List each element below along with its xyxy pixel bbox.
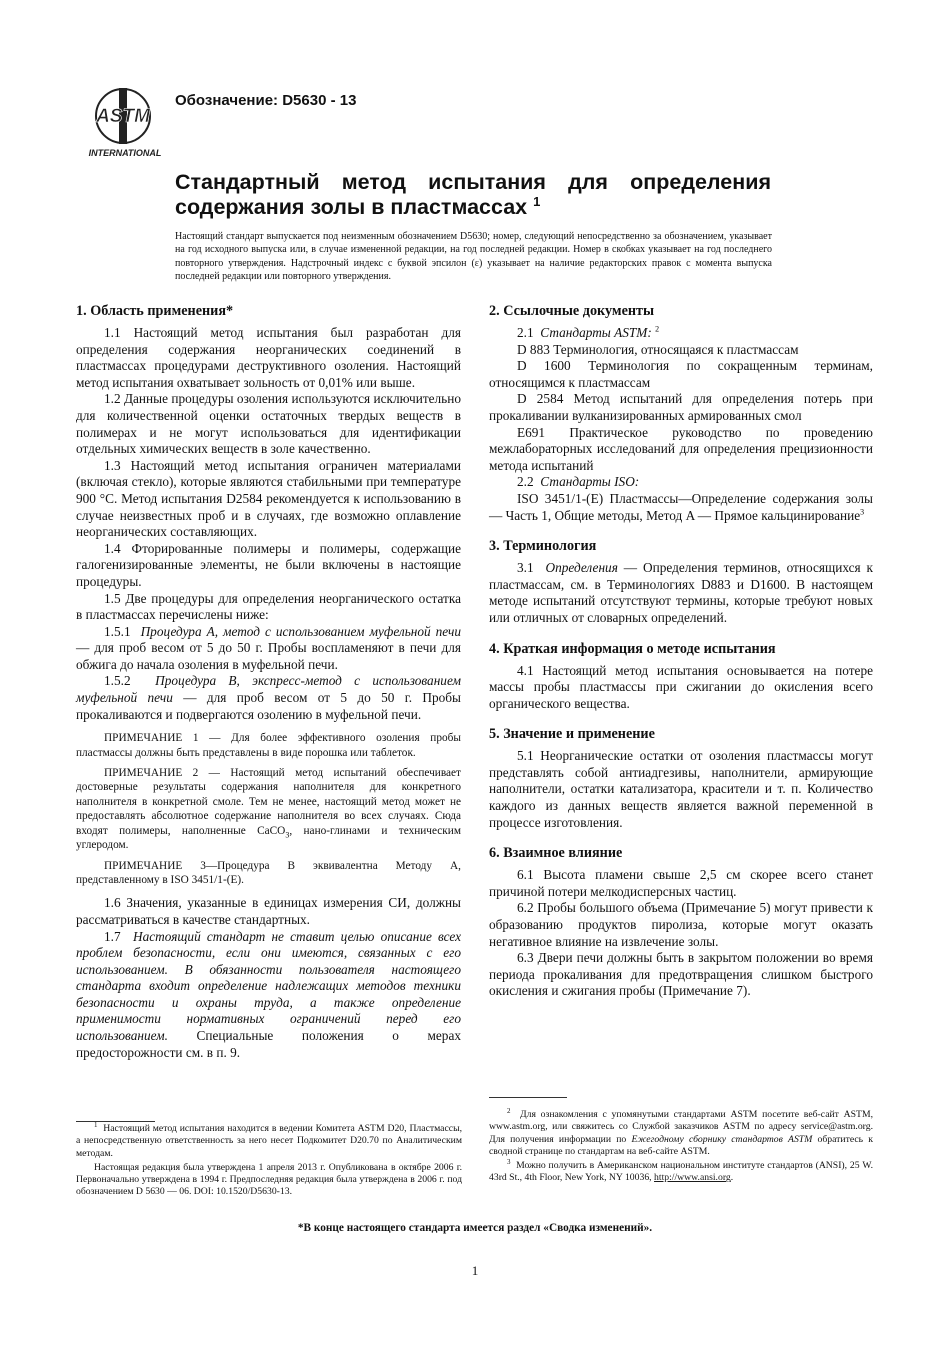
footnote-2-sup: 2 bbox=[507, 1106, 511, 1115]
designation: Обозначение: D5630 - 13 bbox=[175, 92, 357, 109]
para-2-2-em: Стандарты ISO: bbox=[540, 474, 640, 490]
footnote-1a bbox=[76, 1120, 462, 1160]
para-1-7-rest: Специальные положения о мерах предосторожности см. в п. 9. bbox=[76, 1028, 461, 1060]
para-1-5-2-rest: — для проб весом от 5 до 50 г. Пробы прокаливаются и подвергаются озолению в муфельной печи. bbox=[76, 690, 461, 722]
para-1-5-1-num: 1.5.1 bbox=[104, 623, 131, 639]
para-1-5-2 bbox=[76, 673, 461, 723]
para-1-1: 1.1 Настоящий метод испытания был разработан для определения содержания неорганических соединений в пластмассах процедурами деструктивного озоления. Настоящий метод испытания охватывает зольность от 0,01% или выше. bbox=[76, 325, 461, 390]
title-footnote-ref: 1 bbox=[533, 193, 541, 209]
note-2-sub: 3 bbox=[285, 829, 290, 839]
section-3-heading: 3. Терминология bbox=[489, 538, 597, 555]
footnote-2-a: Для ознакомления с упомянутыми стандартами ASTM посетите веб-сайт ASTM, www.astm.org, или свяжитесь со Службой заказчиков ASTM по адресу service@astm.org. Для получения информации по bbox=[489, 1109, 873, 1145]
footnote-1b: Настоящая редакция была утверждена 1 апреля 2013 г. Опубликована в октябре 2006 г. Первоначально утверждена в 1994 г. Предпоследняя редакция была утверждена в 2006 г. под обозначением D 5630 — 06. DOI: 10.1520/D5630-13. bbox=[76, 1161, 462, 1198]
note-2-b: , нано-глинами и техническим углеродом. bbox=[76, 824, 461, 852]
para-5-1: 5.1 Неорганические остатки от озоления пластмассы могут представлять собой антиадгезивы, наполнители, армирующие наполнители, остатки катализатора, красители и т. п. Количество каждого из данных веществ является важной переменной в процессе изготовления. bbox=[489, 748, 873, 830]
note-2 bbox=[76, 766, 461, 852]
section-2-heading: 2. Ссылочные документы bbox=[489, 303, 655, 319]
para-2-1-em: Стандарты ASTM: bbox=[540, 325, 652, 340]
para-1-5-1 bbox=[76, 624, 461, 674]
para-1-6: 1.6 Значения, указанные в единицах измерения СИ, должны рассматриваться в качестве стандартных. bbox=[76, 895, 461, 927]
para-6-1: 6.1 Высота пламени свыше 2,5 см скорее всего станет причиной потери мелкодисперсных частиц. bbox=[489, 867, 873, 899]
section-1-heading: 1. Область применения* bbox=[76, 303, 234, 319]
footnote-3 bbox=[489, 1157, 873, 1185]
para-2-2 bbox=[489, 474, 873, 491]
ansi-link[interactable]: http://www.ansi.org bbox=[654, 1172, 731, 1184]
para-1-7 bbox=[76, 929, 461, 1062]
ref-d1600: D 1600 Терминология по сокращенным терминам, относящимся к пластмассам bbox=[489, 358, 873, 390]
section-4-heading: 4. Краткая информация о методе испытания bbox=[489, 640, 776, 657]
para-4-1: 4.1 Настоящий метод испытания основывается на потере массы пробы пластмассы при сжигании до окисления всего органического вещества. bbox=[489, 662, 873, 711]
note-2-a: ПРИМЕЧАНИЕ 2 — Настоящий метод испытаний обеспечивает достоверные результаты содержания наполнителя для конкретного наполнителя в конкретной смоле. Тем не менее, настоящий метод может не предоставлять абсолютное содержание наполнителя во всех случаях. Сюда входят полимеры, наполненные CaCO bbox=[76, 767, 461, 837]
para-1-5-1-em: Процедура A, метод с использованием муфельной печи bbox=[140, 623, 461, 639]
ref-e691: E691 Практическое руководство по проведению межлабораторных исследований для определения прецизионности метода испытаний bbox=[489, 424, 873, 473]
para-6-3: 6.3 Двери печи должны быть в закрытом положении во время периода прокаливания для предотвращения слишком быстрого окисления и сжигания пробы (Примечание 7). bbox=[489, 950, 873, 999]
logo-text-top: ASTM bbox=[96, 106, 150, 127]
footnote-divider-left bbox=[76, 1121, 155, 1122]
preamble: Настоящий стандарт выпускается под неизменным обозначением D5630; номер, следующий непосредственно за обозначением, указывает на год исходного выпуска или, в случае измененной редакции, на год последней редакции. Номер в скобках указывает на год последнего повторного утверждения. Надстрочный индекс с буквой эпсилон (ε) указывает на наличие редакторских правок с момента выпуска последней редакции или повторного утверждения. bbox=[175, 231, 772, 283]
ref-iso-sup: 3 bbox=[860, 507, 865, 517]
para-2-1-sup: 2 bbox=[655, 324, 660, 334]
astm-logo bbox=[84, 86, 166, 160]
para-6-2: 6.2 Пробы большого объема (Примечание 5) могут привести к образованию продуктов пиролиза, которые могут оказать негативное влияние на извлечение золы. bbox=[489, 900, 873, 949]
para-3-1 bbox=[489, 560, 873, 626]
astm-logo-icon bbox=[84, 86, 166, 160]
footnote-2-b: обратитесь к сводной странице по стандартам на веб-сайте ASTM. bbox=[489, 1133, 873, 1157]
para-1-7-em: Настоящий стандарт не ставит целью описание всех проблем безопасности, если они имеются, связанных с его использованием. В обязанности пользователя настоящего стандарта входит определение надлежащих методов техники безопасности и охраны труда, а также определение применимости нормативных ограничений перед его использованием. bbox=[76, 928, 461, 1044]
note-3: ПРИМЕЧАНИЕ 3—Процедура B эквивалентна Методу A, представленному в ISO 3451/1-(E). bbox=[76, 859, 461, 886]
ref-d2584: D 2584 Метод испытаний для определения потерь при прокаливании вулканизированных армированных смол bbox=[489, 391, 873, 423]
para-1-5-2-num: 1.5.2 bbox=[104, 673, 131, 689]
footnote-3-sup: 3 bbox=[507, 1157, 511, 1166]
para-1-7-num: 1.7 bbox=[104, 928, 121, 944]
section-6-heading: 6. Взаимное влияние bbox=[489, 845, 623, 862]
footnotes-left bbox=[76, 1120, 462, 1201]
para-1-5: 1.5 Две процедуры для определения неорганического остатка в пластмассах перечислены ниже: bbox=[76, 590, 461, 623]
ref-iso-text: ISO 3451/1-(E) Пластмассы—Определение содержания золы — Часть 1, Общие методы, Метод A — Прямое кальцинирование bbox=[489, 490, 873, 523]
para-1-4: 1.4 Фторированные полимеры и полимеры, содержащие галогенизированные элементы, не были включены в настоящие процедуры. bbox=[76, 540, 461, 589]
title-text: Стандартный метод испытания для определения содержания золы в пластмассах bbox=[175, 170, 771, 219]
summary-of-changes-note: *В конце настоящего стандарта имеется раздел «Сводка изменений». bbox=[297, 1222, 653, 1234]
section-5-heading: 5. Значение и применение bbox=[489, 726, 655, 743]
para-1-3: 1.3 Настоящий метод испытания ограничен материалами (включая стекло), которые являются стабильными при температуре 900 °C. Метод испытания D2584 рекомендуется к использованию в случае неизвестных проб и в случаях, где возможно оплавление неорганических составляющих. bbox=[76, 457, 461, 540]
footnote-3-a: Можно получить в Американском национальном институте стандартов (ANSI), 25 W. 43rd St., 4th Floor, New York, NY 10036, bbox=[489, 1160, 873, 1184]
footnote-2 bbox=[489, 1106, 873, 1158]
note-1: ПРИМЕЧАНИЕ 1 — Для более эффективного озоления пробы пластмассы должны быть представлены в виде порошка или таблеток. bbox=[76, 732, 461, 759]
para-1-2: 1.2 Данные процедуры озоления используются исключительно для количественной оценки остаточных твердых веществ в полимерах и не могут использоваться для идентификации отдельных химических веществ в золе качественно. bbox=[76, 391, 461, 457]
logo-text-bottom: INTERNATIONAL bbox=[88, 148, 162, 158]
footnote-divider-right bbox=[489, 1097, 567, 1098]
footnote-1-sup: 1 bbox=[94, 1120, 98, 1129]
para-3-1-num: 3.1 bbox=[517, 560, 534, 576]
footnotes-right bbox=[489, 1106, 873, 1187]
para-3-1-em: Определения bbox=[545, 560, 618, 576]
ref-iso bbox=[489, 491, 873, 524]
para-2-2-num: 2.2 bbox=[517, 474, 534, 490]
right-column bbox=[489, 302, 873, 1000]
para-2-1 bbox=[489, 325, 873, 342]
para-2-1-num: 2.1 bbox=[517, 325, 534, 340]
page-number: 1 bbox=[471, 1263, 479, 1278]
para-1-5-2-em: Процедура B, экспресс-метод с использованием муфельной печи bbox=[76, 673, 461, 706]
para-3-1-rest: — Определения терминов, относящихся к пластмассам, см. в Терминологиях D883 и D1600. В настоящем методе испытаний отсутствуют термины, которые требуют новых или отличных от словарных определений. bbox=[489, 560, 873, 625]
para-1-5-1-rest: — для проб весом от 5 до 50 г. Пробы воспламеняют в печи для обжига до начала озоления в муфельной печи. bbox=[76, 640, 461, 672]
footnote-3-b: . bbox=[730, 1172, 734, 1184]
left-column bbox=[76, 302, 461, 1061]
page-title bbox=[175, 170, 771, 220]
ref-d883: D 883 Терминология, относящаяся к пластмассам bbox=[517, 341, 799, 357]
footnote-1a-text: Настоящий метод испытания находится в ведении Комитета ASTM D20, Пластмассы, а непосредственную ответственность за него несет Подкомитет D20.70 по Аналитическим методам. bbox=[76, 1123, 462, 1159]
footnote-2-em: Ежегодному сборнику стандартов ASTM bbox=[631, 1133, 813, 1145]
